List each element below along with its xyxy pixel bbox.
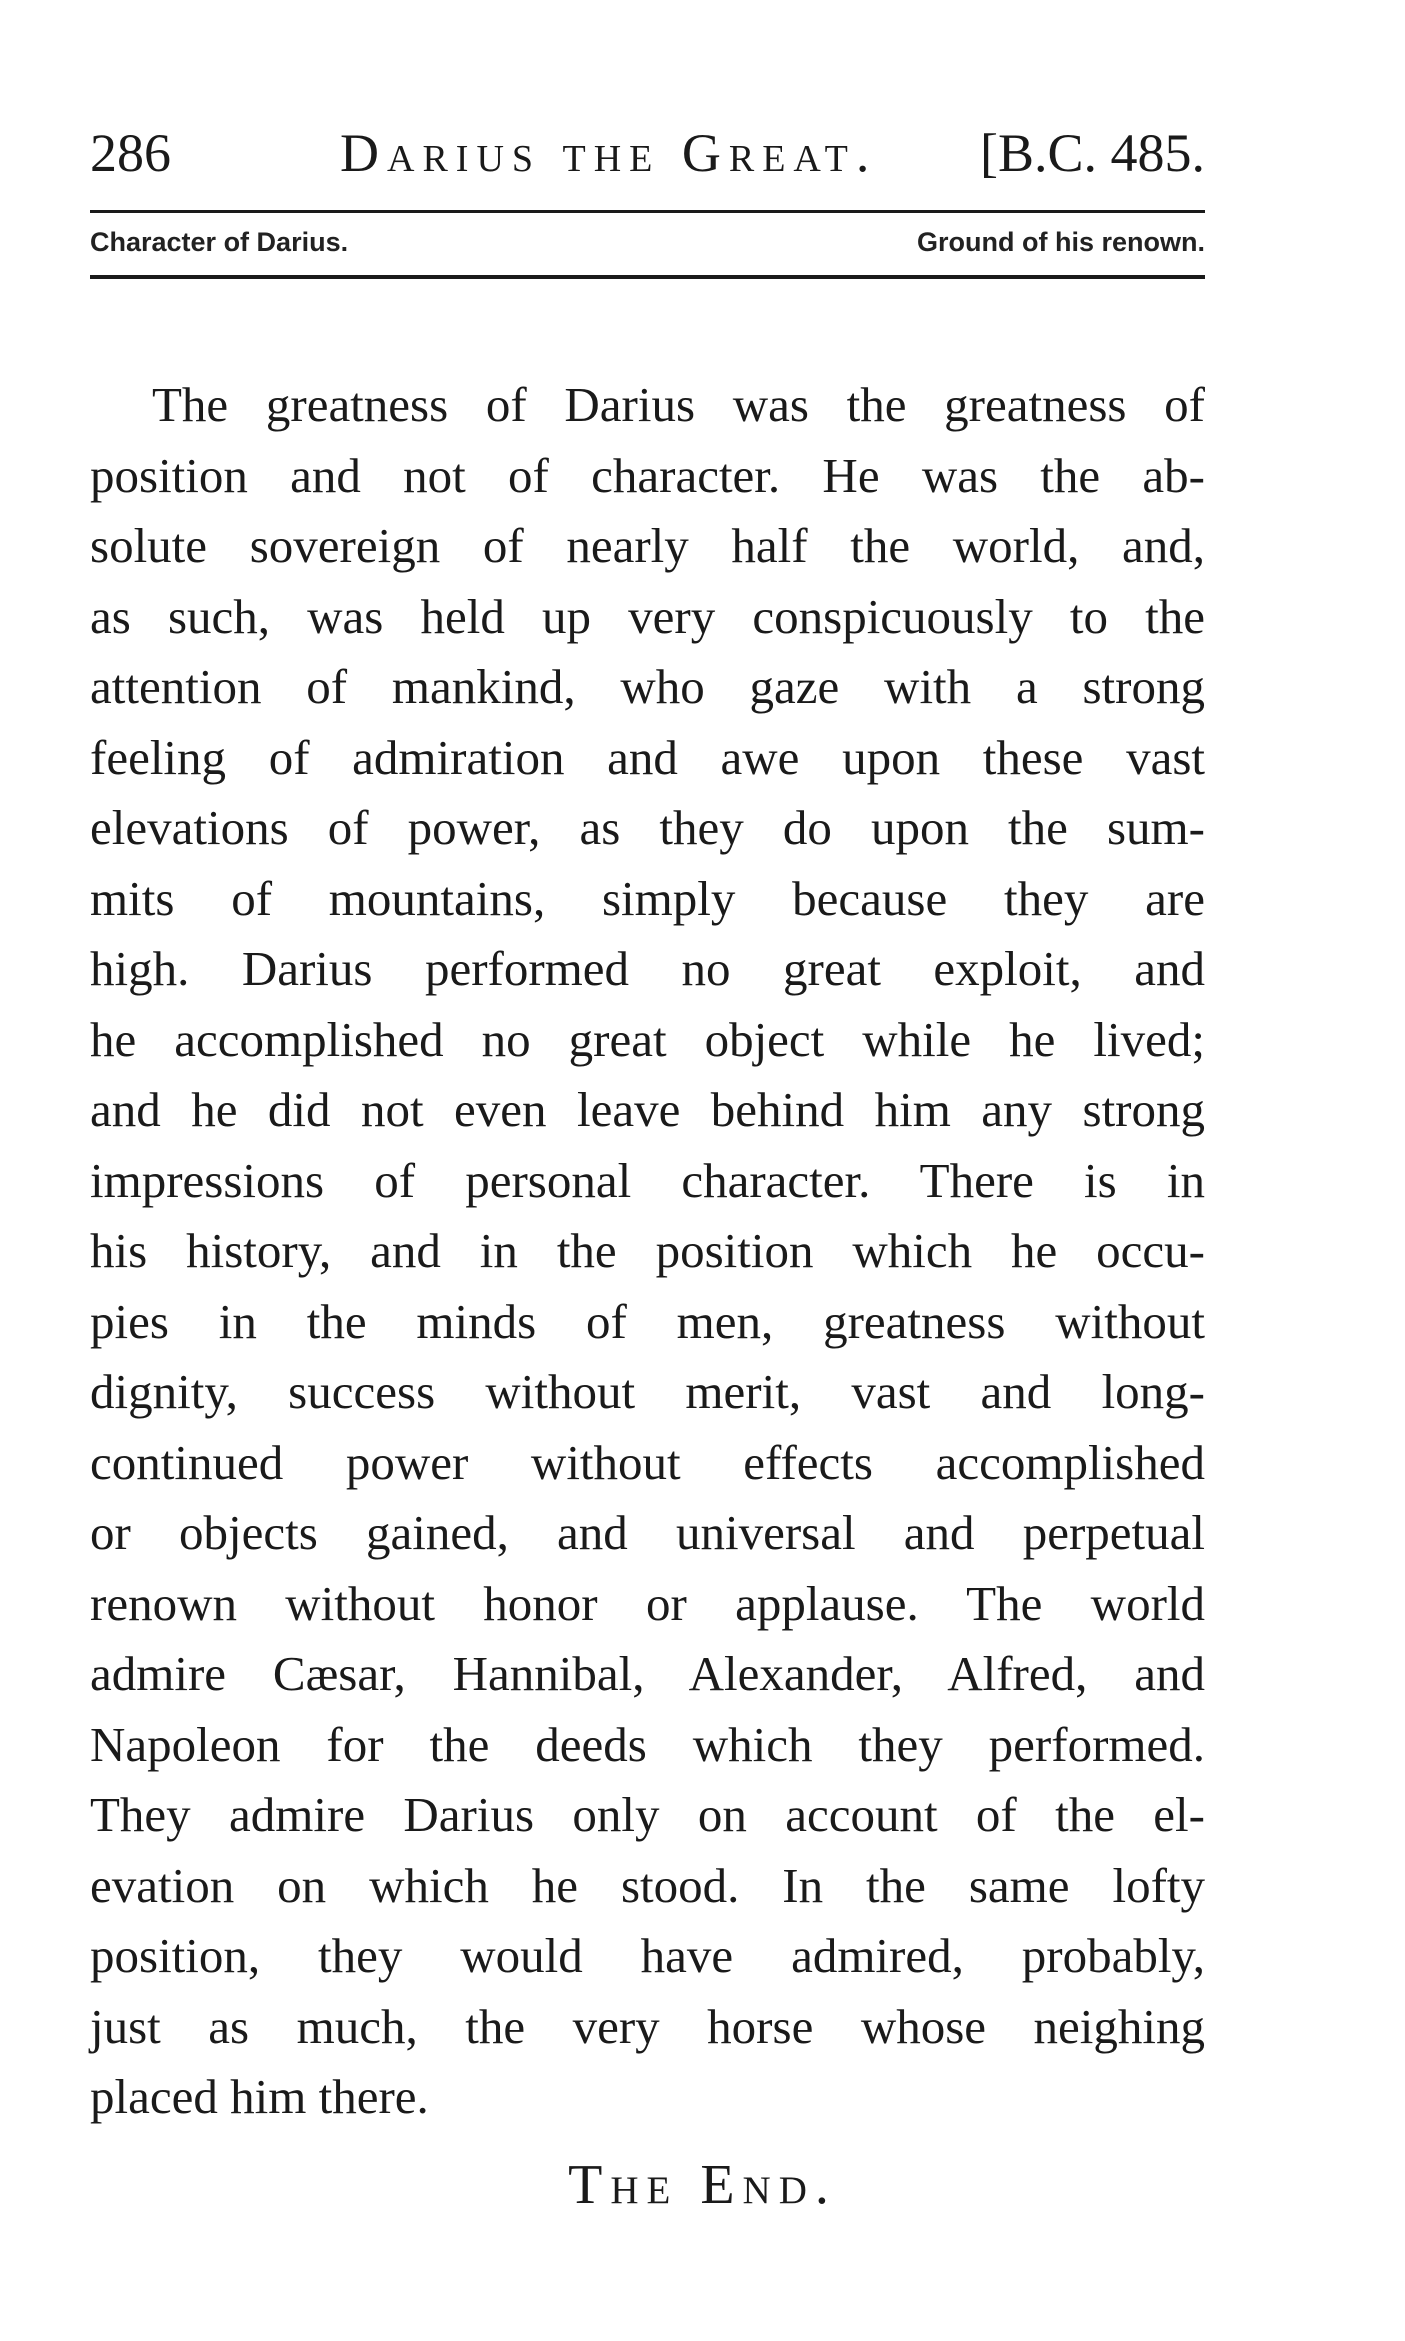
- text-line: dignity, success without merit, vast and long-: [90, 1364, 1205, 1419]
- text-line: position, they would have admired, probably,: [90, 1928, 1205, 1983]
- text-line: mits of mountains, simply because they are: [90, 870, 1205, 926]
- left-subheading: Character of Darius.: [90, 227, 349, 257]
- text-line: evation on which he stood. In the same lofty: [90, 1857, 1205, 1913]
- text-line: and he did not even leave behind him any strong: [90, 1082, 1205, 1137]
- text-line: Napoleon for the deeds which they performed.: [90, 1716, 1205, 1772]
- running-head: [90, 118, 1205, 188]
- subheading-row: [90, 220, 1205, 264]
- text-line: or objects gained, and universal and perpetual: [90, 1505, 1205, 1560]
- text-line: The greatness of Darius was the greatness of: [152, 377, 1205, 432]
- text-line: placed him there.: [90, 2069, 429, 2124]
- text-line: impressions of personal character. There is in: [90, 1152, 1205, 1208]
- right-subheading: Ground of his renown.: [917, 227, 1205, 257]
- text-line: attention of mankind, who gaze with a strong: [90, 659, 1205, 714]
- the-end-heading: The End.: [568, 2154, 837, 2216]
- text-line: pies in the minds of men, greatness without: [90, 1293, 1205, 1349]
- text-line: admire Cæsar, Hannibal, Alexander, Alfred, and: [90, 1646, 1205, 1701]
- running-date: [B.C. 485.: [979, 123, 1205, 183]
- text-line: renown without honor or applause. The world: [90, 1575, 1205, 1631]
- text-line: feeling of admiration and awe upon these vast: [90, 729, 1205, 785]
- text-line: solute sovereign of nearly half the world, and,: [90, 518, 1205, 573]
- text-line: position and not of character. He was the ab-: [90, 447, 1205, 503]
- text-line: his history, and in the position which he occu-: [90, 1223, 1205, 1278]
- text-line: he accomplished no great object while he lived;: [90, 1011, 1205, 1067]
- header-rule-bottom: [90, 275, 1205, 279]
- text-line: just as much, the very horse whose neighing: [90, 1998, 1205, 2054]
- header-rule-top: [90, 210, 1205, 213]
- text-line: elevations of power, as they do upon the sum-: [90, 800, 1205, 855]
- text-line: They admire Darius only on account of the el-: [90, 1787, 1205, 1842]
- page-number: 286: [90, 123, 171, 183]
- text-line: high. Darius performed no great exploit, and: [90, 941, 1205, 996]
- text-line: as such, was held up very conspicuously to the: [90, 588, 1205, 644]
- text-line: continued power without effects accomplished: [90, 1434, 1205, 1490]
- running-title: Darius the Great.: [340, 123, 878, 183]
- body-paragraph: [90, 370, 1205, 2133]
